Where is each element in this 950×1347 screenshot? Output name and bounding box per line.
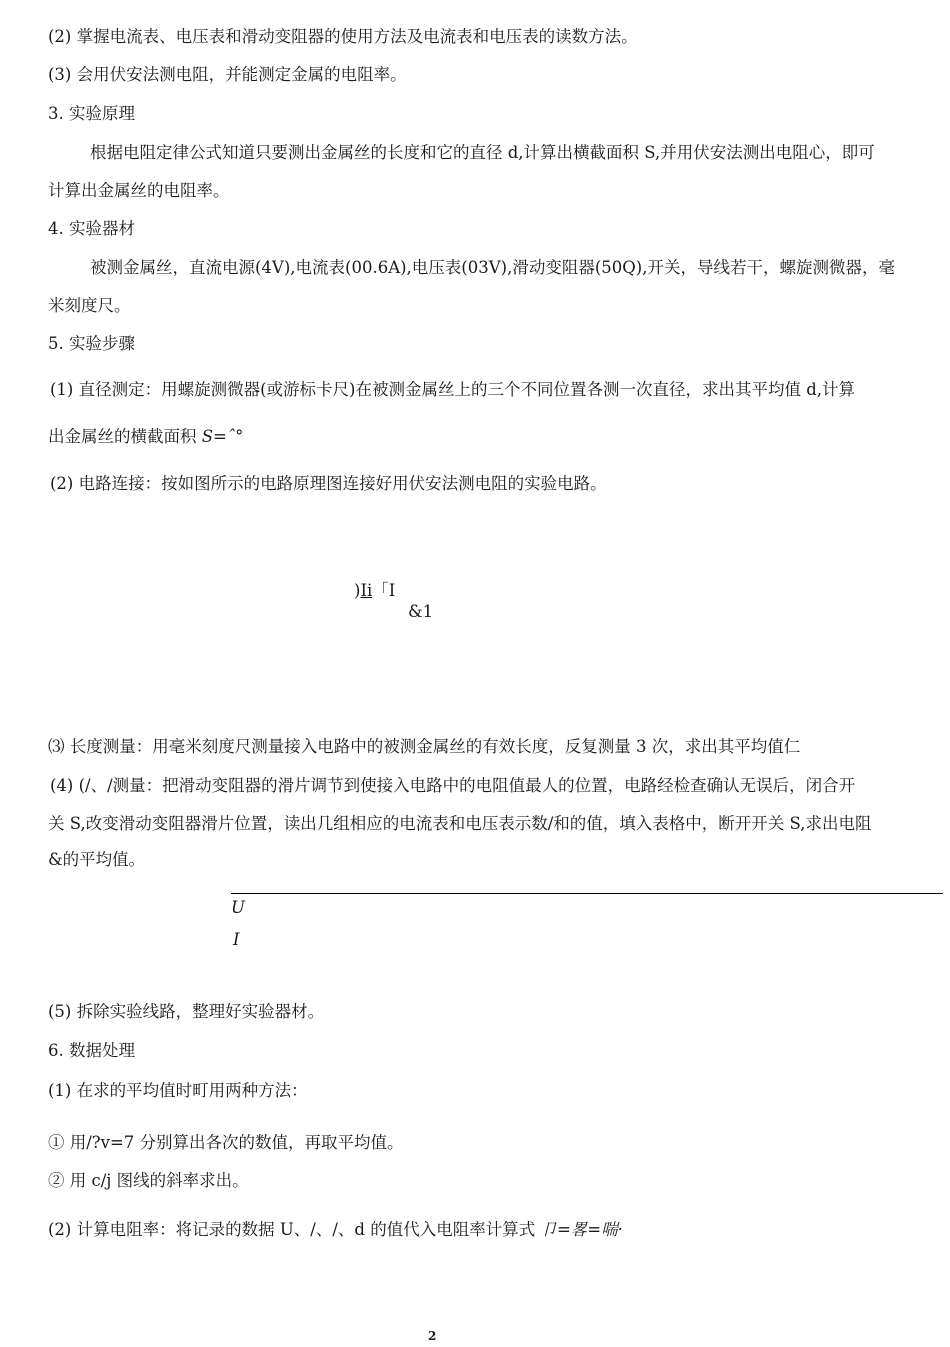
step-5: (5) 拆除实验线路，整理好实验器材。: [48, 1002, 325, 1021]
goal-2: (2) 掌握电流表、电压表和滑动变阻器的使用方法及电流表和电压表的读数方法。: [48, 27, 638, 46]
page-number: 2: [428, 1329, 437, 1343]
goal-3: (3) 会用伏安法测电阻，并能测定金属的电阻率。: [48, 65, 407, 84]
data-1: (1) 在求的平均值时町用两种方法：: [48, 1081, 308, 1100]
step-1-text: 出金属丝的横截面积: [48, 427, 197, 446]
step-2: (2) 电路连接：按如图所示的电路原理图连接好用伏安法测电阻的实验电路。: [50, 474, 607, 493]
circuit-fig-a1: ): [354, 581, 361, 600]
table-row-i: I: [233, 930, 240, 949]
table-row-u: U: [231, 898, 245, 917]
circuit-figure-label-b: &1: [408, 602, 434, 621]
resistivity-formula: 卩=畧=喘·: [540, 1220, 623, 1239]
step-4-line-1: (4) (/、/测量：把滑动变阻器的滑片调节到使接入电路中的电阻值最人的位置，电路经检查确认无误后，闭合开: [50, 776, 856, 795]
heading-equipment: 4. 实验器材: [48, 219, 135, 238]
circuit-figure-label-a: [354, 580, 395, 602]
principle-line-1: 根据电阻定律公式知道只要测出金属丝的长度和它的直径 d,计算出横截面积 S,并用伏安法测出电阻心，即可: [90, 143, 875, 162]
step-4-line-2: 关 S,改变滑动变阻器滑片位置，读出几组相应的电流表和电压表示数/和的值，填入表格中，断开开关 S,求出电阻: [48, 814, 872, 833]
data-2-text: (2) 计算电阻率：将记录的数据 U、/、/、d 的值代入电阻率计算式: [48, 1220, 536, 1239]
data-1-method-b: ② 用 c/j 图线的斜率求出。: [48, 1171, 249, 1190]
step-3: ⑶ 长度测量：用毫米刻度尺测量接入电路中的被测金属丝的有效长度，反复测量 3 次，求出其平均值仁: [48, 737, 801, 756]
step-1-line-2: [48, 426, 243, 448]
step-4-line-3: &的平均值。: [48, 850, 146, 869]
circuit-fig-a3: 「I: [372, 581, 396, 600]
data-1-method-a: ① 用/?v=7 分别算出各次的数值，再取平均值。: [48, 1133, 404, 1152]
equipment-line-2: 米刻度尺。: [48, 296, 131, 315]
heading-steps: 5. 实验步骤: [48, 334, 135, 353]
table-top-rule: [231, 893, 943, 894]
equipment-line-1: 被测金属丝，直流电源(4V),电流表(00.6A),电压表(03V),滑动变阻器(50Q),开关，导线若干，螺旋测微器，毫: [90, 258, 895, 277]
circuit-fig-a2: Ii: [360, 581, 373, 600]
area-formula: S=ˆ°: [201, 427, 244, 446]
data-2: [48, 1219, 623, 1241]
principle-line-2: 计算出金属丝的电阻率。: [48, 181, 230, 200]
step-1-line-1: (1) 直径测定：用螺旋测微器(或游标卡尺)在被测金属丝上的三个不同位置各测一次直径，求出其平均值 d,计算: [50, 380, 856, 399]
heading-data-processing: 6. 数据处理: [48, 1041, 135, 1060]
heading-principle: 3. 实验原理: [48, 104, 135, 123]
